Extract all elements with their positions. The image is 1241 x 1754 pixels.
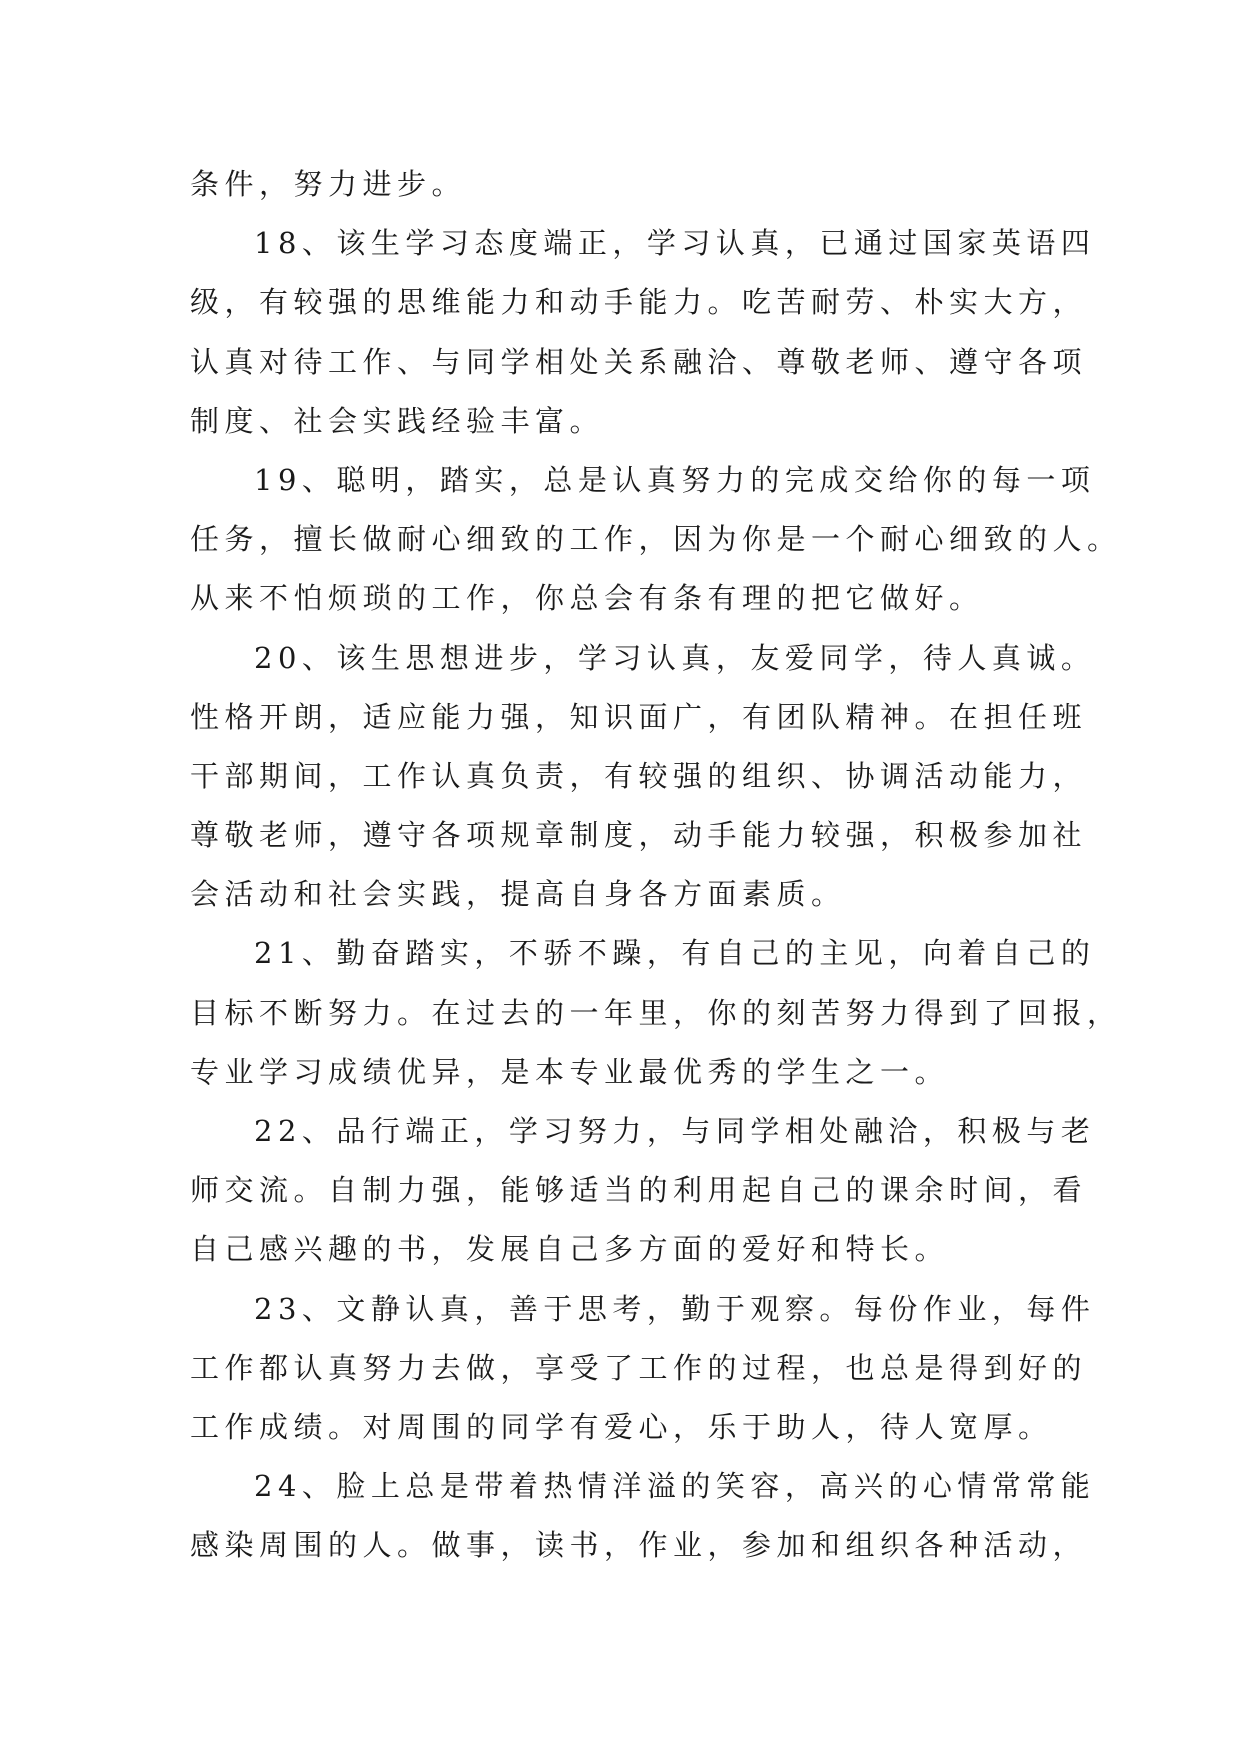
text-line: 工作成绩。对周围的同学有爱心，乐于助人，待人宽厚。 — [190, 1409, 1053, 1444]
text-line: 从来不怕烦琐的工作，你总会有条有理的把它做好。 — [190, 581, 984, 616]
text-line: 性格开朗，适应能力强，知识面广，有团队精神。在担任班 — [190, 699, 1088, 734]
document-body — [190, 155, 1122, 1576]
paragraph-start-line: 18、该生学习态度端正，学习认真，已通过国家英语四 — [254, 226, 1096, 261]
text-line: 目标不断努力。在过去的一年里，你的刻苦努力得到了回报， — [190, 995, 1122, 1030]
text-line: 尊敬老师，遵守各项规章制度，动手能力较强，积极参加社 — [190, 818, 1088, 853]
text-line: 专业学习成绩优异，是本专业最优秀的学生之一。 — [190, 1054, 950, 1089]
paragraph-start-line: 21、勤奋踏实，不骄不躁，有自己的主见，向着自己的 — [254, 936, 1096, 971]
text-line: 感染周围的人。做事，读书，作业，参加和组织各种活动， — [190, 1528, 1088, 1563]
paragraph-start-line: 19、聪明，踏实，总是认真努力的完成交给你的每一项 — [254, 462, 1096, 497]
text-line: 认真对待工作、与同学相处关系融洽、尊敬老师、遵守各项 — [190, 344, 1088, 379]
text-line: 任务，擅长做耐心细致的工作，因为你是一个耐心细致的人。 — [190, 522, 1122, 557]
text-line: 干部期间，工作认真负责，有较强的组织、协调活动能力， — [190, 758, 1088, 793]
paragraph-start-line: 23、文静认真，善于思考，勤于观察。每份作业，每件 — [254, 1291, 1096, 1326]
text-line: 师交流。自制力强，能够适当的利用起自己的课余时间，看 — [190, 1173, 1088, 1208]
text-line: 自己感兴趣的书，发展自己多方面的爱好和特长。 — [190, 1232, 950, 1267]
text-line: 级，有较强的思维能力和动手能力。吃苦耐劳、朴实大方， — [190, 285, 1088, 320]
text-line: 条件，努力进步。 — [190, 167, 467, 201]
paragraph-start-line: 20、该生思想进步，学习认真，友爱同学，待人真诚。 — [254, 640, 1096, 675]
text-line: 制度、社会实践经验丰富。 — [190, 403, 605, 438]
text-line: 会活动和社会实践，提高自身各方面素质。 — [190, 877, 846, 912]
paragraph-start-line: 24、脸上总是带着热情洋溢的笑容，高兴的心情常常能 — [254, 1469, 1096, 1504]
paragraph-start-line: 22、品行端正，学习努力，与同学相处融洽，积极与老 — [254, 1114, 1096, 1148]
text-line: 工作都认真努力去做，享受了工作的过程，也总是得到好的 — [190, 1350, 1088, 1385]
